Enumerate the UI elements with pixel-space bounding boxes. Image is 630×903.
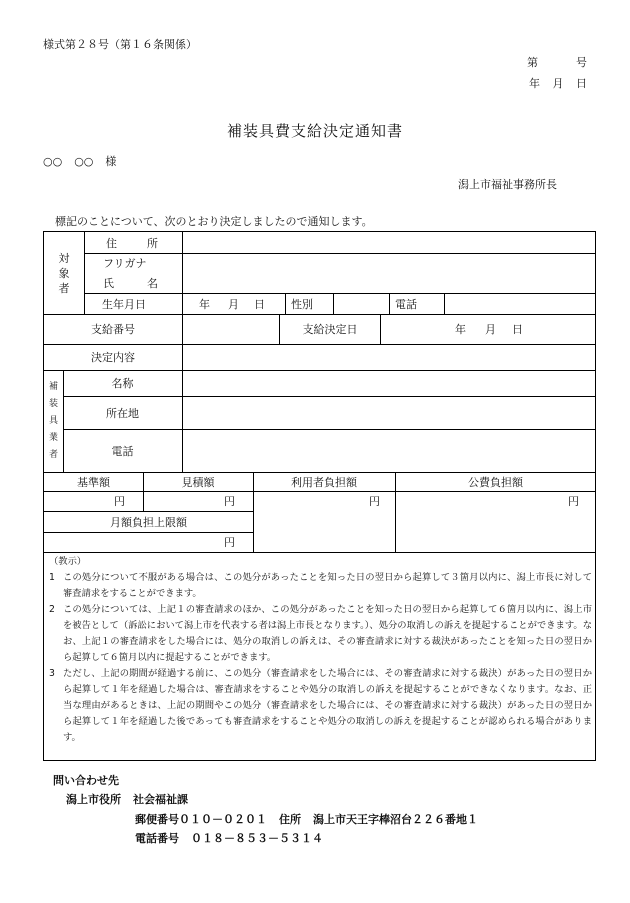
birthdate-label: 生年月日 (102, 297, 146, 311)
year-label: 年 (529, 77, 540, 90)
contact-tel (135, 830, 323, 846)
postal-label: 郵便番号 (135, 813, 179, 826)
payment-number-field[interactable] (183, 314, 279, 344)
contact-heading: 問い合わせ先 (53, 774, 119, 787)
appeal-notice (49, 554, 592, 746)
decision-month-unit: 月 (485, 323, 496, 336)
issue-date-line (529, 75, 587, 91)
postal-code: ０１０－０２０１ (179, 813, 267, 826)
name-field[interactable] (183, 253, 595, 293)
rule (44, 491, 596, 492)
vendor-phone-field[interactable] (183, 429, 595, 472)
rule (44, 532, 253, 533)
tel-value: ０１８－８５３－５３１４ (191, 832, 323, 845)
notice-item-3: 3 ただし、上記の期間が経過する前に、この処分（審査請求をした場合には、その審査請求に対する裁決）があった日の翌日から起算して１年を経過した場合は、審査請求をすることや処分の取消しの訴えを提起することができなくなります。なお、正当な理由があるときは、上記の期間やこの処分（審査請求をした場合には、その審査請求に対する裁決）があった日の翌日から起算して１年を経過した後であっても審査請求をすることや処分の取消しの訴えを提起することが認められる場合があります。 (49, 668, 592, 743)
public-burden-label: 公費負担額 (468, 475, 523, 489)
notice-item-1: 1 この処分について不服がある場合は、この処分があったことを知った日の翌日から起算して３箇月以内に、潟上市長に対して審査請求をすることができます。 (49, 572, 592, 599)
vendor-label: 補 装 具 業 者 (48, 381, 58, 460)
decision-content-field[interactable] (183, 344, 595, 370)
furigana-label: フリガナ (103, 257, 147, 270)
dai-label: 第 (527, 56, 538, 69)
public-burden-yen: 円 (568, 495, 579, 508)
vendor-name-field[interactable] (183, 370, 595, 396)
day-label: 日 (576, 77, 587, 90)
rule (84, 232, 85, 314)
vendor-location-field[interactable] (183, 396, 595, 429)
sex-field[interactable] (334, 293, 388, 314)
month-label: 月 (552, 77, 564, 90)
form-number: 様式第２８号（第１６条関係） (43, 38, 197, 51)
office-name: 潟上市役所 (66, 793, 121, 806)
decision-date-label: 支給決定日 (302, 323, 358, 336)
monthly-cap-yen: 円 (224, 536, 235, 549)
address-field[interactable] (183, 232, 595, 253)
birth-day-unit: 日 (254, 297, 265, 311)
notice-heading: （教示） (49, 556, 87, 567)
subject-label: 対 象 者 (58, 251, 70, 295)
decision-content-label: 決定内容 (91, 351, 135, 364)
vendor-phone-label: 電話 (111, 444, 134, 458)
decision-table (43, 231, 596, 761)
address-label-contact: 住所 (279, 813, 301, 826)
monthly-cap-label: 月額負担上限額 (110, 515, 187, 529)
user-burden-label: 利用者負担額 (291, 475, 357, 489)
estimate-label: 見積額 (181, 475, 215, 489)
addressee-honorific: 様 (105, 155, 117, 168)
lead-text: 標記のことについて、次のとおり決定しましたので通知します。 (55, 215, 373, 228)
estimate-yen: 円 (224, 495, 235, 508)
tel-label: 電話番号 (135, 832, 179, 845)
decision-date-field[interactable] (381, 314, 595, 344)
decision-year-unit: 年 (455, 323, 466, 336)
issuer: 潟上市福祉事務所長 (458, 178, 557, 191)
address-label: 住 所 (106, 236, 158, 250)
contact-office (66, 791, 188, 807)
phone-label: 電話 (395, 297, 417, 311)
phone-field[interactable] (445, 293, 595, 314)
decision-day-unit: 日 (512, 323, 523, 336)
document-number-line (527, 54, 587, 70)
go-label: 号 (576, 56, 587, 69)
birthdate-field[interactable] (183, 293, 284, 314)
rule (285, 293, 286, 314)
rule (44, 552, 596, 553)
base-amount-label: 基準額 (77, 475, 110, 489)
department-name: 社会福祉課 (133, 793, 188, 806)
vendor-location-label: 所在地 (106, 406, 139, 420)
name-label: 氏 名 (103, 277, 158, 290)
birth-month-unit: 月 (228, 297, 239, 311)
document-title: 補装具費支給決定通知書 (226, 122, 403, 140)
birth-year-unit: 年 (199, 297, 210, 311)
sex-label: 性別 (291, 297, 313, 311)
contact-address (135, 811, 478, 827)
addressee-name-2: ○○ (74, 155, 94, 168)
address-value: 潟上市天王字棒沼台２２６番地１ (313, 813, 478, 826)
vendor-name-label: 名称 (111, 377, 134, 390)
base-amount-yen: 円 (114, 495, 125, 508)
user-burden-yen: 円 (369, 495, 380, 508)
rule (389, 293, 390, 314)
payment-number-label: 支給番号 (91, 323, 135, 336)
notice-item-2: 2 この処分については、上記１の審査請求のほか、この処分があったことを知った日の翌日から起算して６箇月以内に、潟上市を被告として（訴訟において潟上市を代表する者は潟上市長となります。）、処分の取消しの訴えを提起することができます。なお、上記１の審査請求をした場合には、処分の取消しの訴えは、その審査請求に対する裁決があったことを知った日の翌日から起算して６箇月以内に提起することができます。 (49, 604, 592, 663)
addressee (43, 153, 116, 169)
addressee-name-1: ○○ (43, 155, 63, 168)
